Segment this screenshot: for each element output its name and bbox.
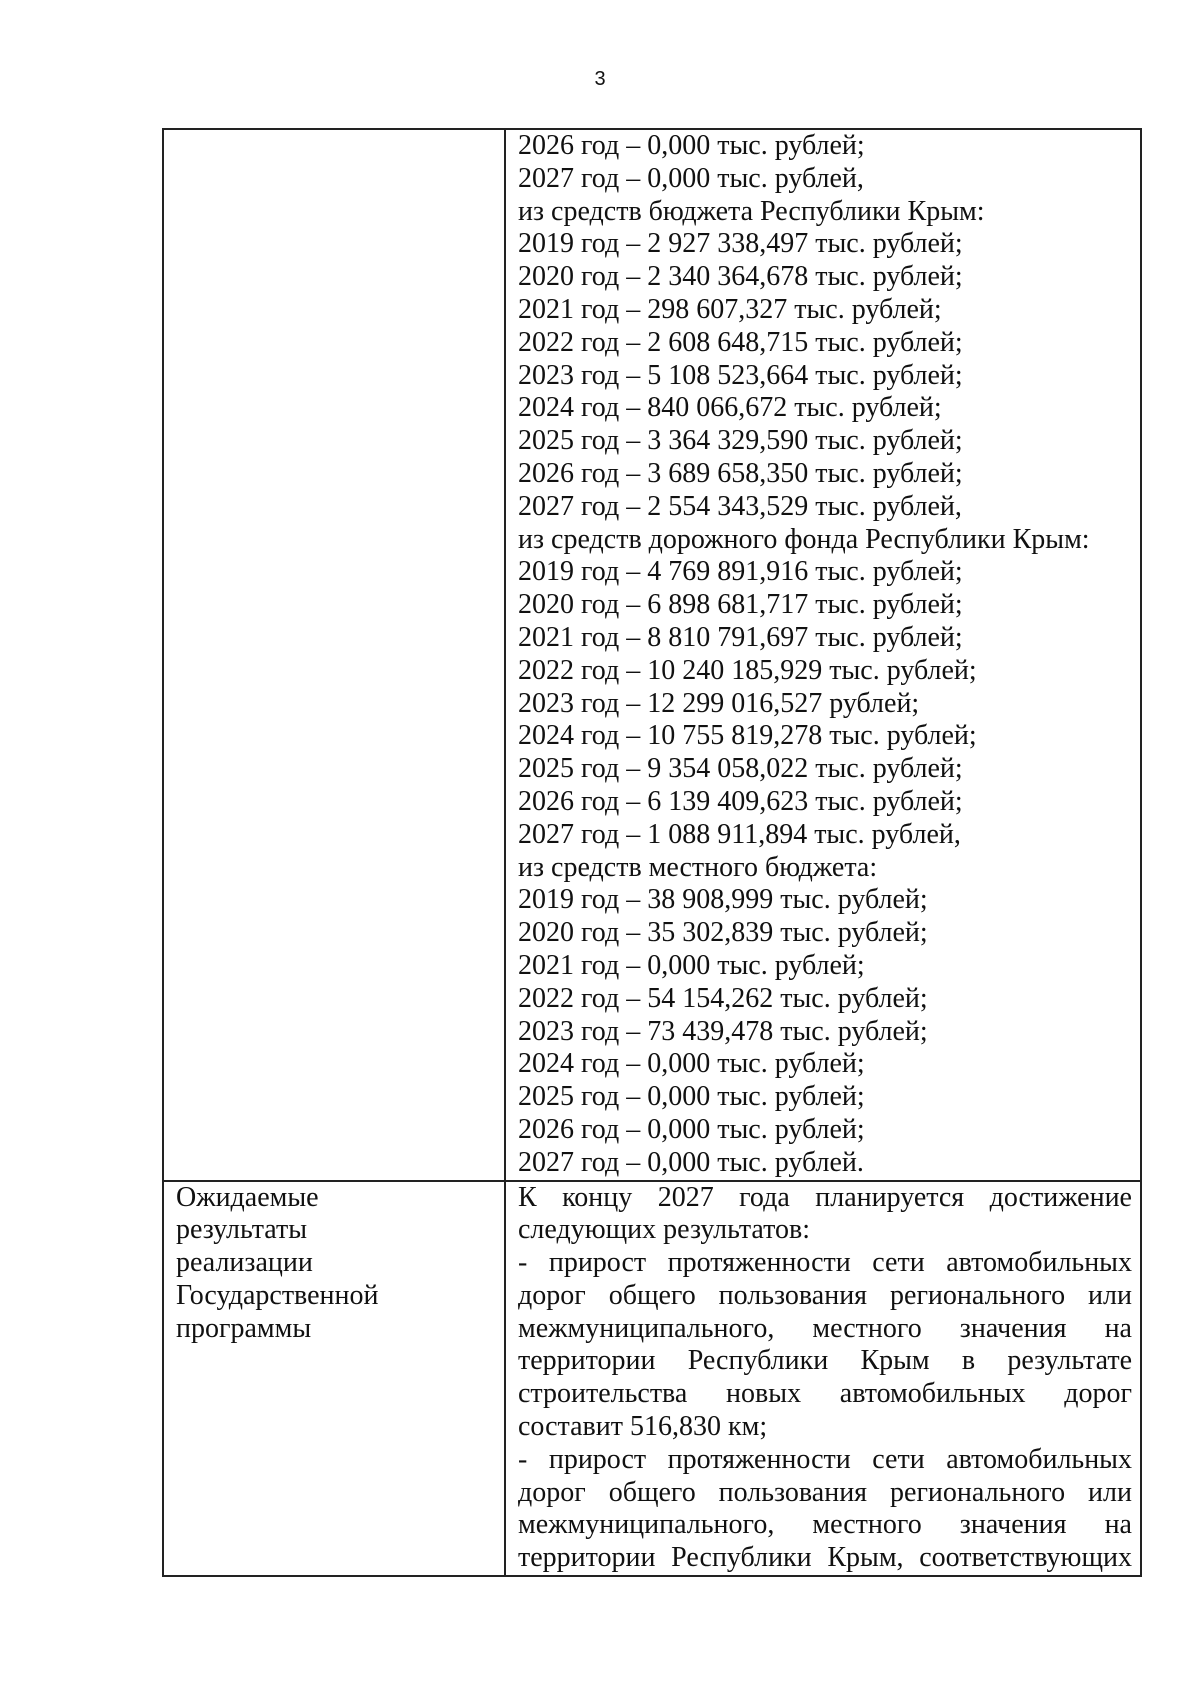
funding-line: 2020 год – 6 898 681,717 тыс. рублей; (518, 589, 963, 621)
page-number: 3 (594, 68, 606, 90)
funding-line: 2024 год – 10 755 819,278 тыс. рублей; (518, 720, 977, 752)
funding-line: 2023 год – 73 439,478 тыс. рублей; (518, 1015, 928, 1047)
results-text-line: составит 516,830 км; (518, 1411, 768, 1443)
results-text-line: дорог общего пользования регионального или (518, 1476, 1132, 1508)
funding-line: 2019 год – 38 908,999 тыс. рублей; (518, 884, 928, 916)
funding-line: 2026 год – 0,000 тыс. рублей; (518, 130, 865, 161)
results-label-line: Ожидаемые (176, 1181, 319, 1213)
funding-line: 2021 год – 298 607,327 тыс. рублей; (518, 293, 942, 325)
results-label-cell (163, 1181, 505, 1577)
funding-line: 2025 год – 0,000 тыс. рублей; (518, 1081, 865, 1113)
results-text-line: территории Республики Крым, соответствующих (518, 1542, 1132, 1574)
results-label-line: Государственной (176, 1279, 379, 1311)
funding-line: 2019 год – 2 927 338,497 тыс. рублей; (518, 228, 963, 260)
results-label-line: результаты (176, 1214, 308, 1246)
funding-line: 2019 год – 4 769 891,916 тыс. рублей; (518, 556, 963, 588)
funding-line: 2021 год – 8 810 791,697 тыс. рублей; (518, 621, 963, 653)
funding-cell (505, 129, 1141, 1181)
table-row-results (163, 1181, 1141, 1577)
funding-line: 2026 год – 3 689 658,350 тыс. рублей; (518, 457, 963, 489)
funding-line: 2024 год – 840 066,672 тыс. рублей; (518, 392, 942, 424)
funding-line: 2024 год – 0,000 тыс. рублей; (518, 1048, 865, 1080)
results-text-line: строительства новых автомобильных дорог (518, 1378, 1132, 1410)
funding-source-heading: из средств местного бюджета: (518, 851, 878, 883)
funding-line: 2026 год – 0,000 тыс. рублей; (518, 1113, 865, 1145)
funding-line: 2022 год – 2 608 648,715 тыс. рублей; (518, 326, 963, 358)
funding-line: 2022 год – 10 240 185,929 тыс. рублей; (518, 654, 977, 686)
results-text-cell (505, 1181, 1141, 1577)
funding-line: 2022 год – 54 154,262 тыс. рублей; (518, 982, 928, 1014)
results-text-line: дорог общего пользования регионального или (518, 1279, 1132, 1311)
results-text-line: межмуниципального, местного значения на (518, 1509, 1132, 1541)
results-text-line: К концу 2027 года планируется достижение (518, 1181, 1132, 1213)
funding-line: 2027 год – 1 088 911,894 тыс. рублей, (518, 818, 961, 850)
funding-line: 2020 год – 2 340 364,678 тыс. рублей; (518, 261, 963, 293)
program-passport-table (162, 128, 1142, 1577)
results-label-line: программы (176, 1312, 312, 1344)
funding-line: 2023 год – 12 299 016,527 рублей; (518, 687, 920, 719)
funding-source-heading: из средств дорожного фонда Республики Крым: (518, 523, 1090, 555)
table-row-funding (163, 129, 1141, 1181)
results-text-line: - прирост протяженности сети автомобильных (518, 1247, 1132, 1279)
funding-line: 2023 год – 5 108 523,664 тыс. рублей; (518, 359, 963, 391)
funding-line: 2021 год – 0,000 тыс. рублей; (518, 949, 865, 981)
results-text-line: следующих результатов: (518, 1214, 811, 1246)
funding-line: 2027 год – 2 554 343,529 тыс. рублей, (518, 490, 962, 522)
funding-line: 2025 год – 3 364 329,590 тыс. рублей; (518, 425, 963, 457)
funding-source-heading: из средств бюджета Республики Крым: (518, 195, 985, 227)
funding-label-cell (163, 129, 505, 1181)
funding-line: 2026 год – 6 139 409,623 тыс. рублей; (518, 785, 963, 817)
results-text-line: территории Республики Крым в результате (518, 1345, 1132, 1377)
funding-line: 2027 год – 0,000 тыс. рублей, (518, 162, 864, 194)
funding-line: 2025 год – 9 354 058,022 тыс. рублей; (518, 753, 963, 785)
results-text-line: межмуниципального, местного значения на (518, 1312, 1132, 1344)
results-text-line: - прирост протяженности сети автомобильных (518, 1443, 1132, 1475)
results-label-line: реализации (176, 1247, 313, 1279)
funding-line: 2027 год – 0,000 тыс. рублей. (518, 1146, 864, 1178)
funding-line: 2020 год – 35 302,839 тыс. рублей; (518, 917, 928, 949)
